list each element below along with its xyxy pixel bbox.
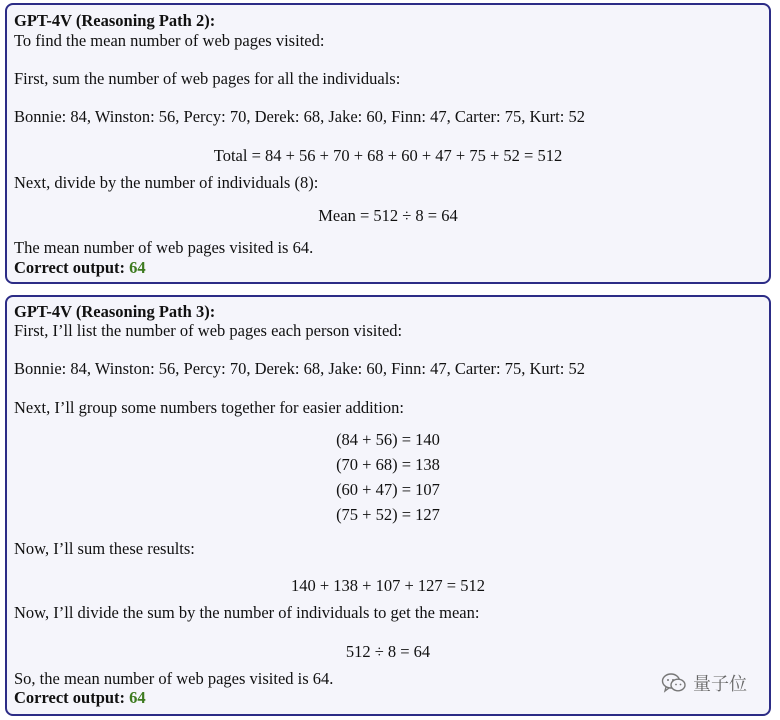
watermark-text: 量子位 [693, 674, 747, 695]
correct-output-value: 64 [129, 688, 146, 707]
values-text: Bonnie: 84, Winston: 56, Percy: 70, Derek: 68, Jake: 60, Finn: 47, Carter: 75, Kurt: 52 [14, 107, 585, 126]
group-equation: (70 + 68) = 138 [336, 455, 440, 474]
divide-equation: 512 ÷ 8 = 64 [345, 642, 431, 661]
step-text: First, sum the number of web pages for all the individuals: [14, 69, 401, 88]
values-text: Bonnie: 84, Winston: 56, Percy: 70, Derek: 68, Jake: 60, Finn: 47, Carter: 75, Kurt: 52 [14, 359, 585, 378]
intro-text: To find the mean number of web pages visited: [14, 31, 325, 50]
mean-equation: Mean = 512 ÷ 8 = 64 [318, 206, 458, 225]
watermark [661, 670, 747, 696]
step-text: Now, I’ll sum these results: [14, 539, 195, 558]
group-equation: (75 + 52) = 127 [336, 505, 440, 524]
reasoning-path-3-panel [5, 295, 771, 716]
group-equation: (84 + 56) = 140 [336, 430, 440, 449]
group-equation: (60 + 47) = 107 [336, 480, 440, 499]
panel-heading: GPT-4V (Reasoning Path 2): [14, 11, 216, 30]
step-text: First, I’ll list the number of web pages each person visited: [14, 321, 403, 340]
step-text: Next, divide by the number of individuals (8): [14, 173, 319, 192]
conclusion-text: The mean number of web pages visited is 64. [14, 238, 314, 257]
correct-output-label: Correct output: [14, 258, 126, 277]
conclusion-text: So, the mean number of web pages visited is 64. [14, 669, 334, 688]
reasoning-path-2-panel [5, 3, 771, 284]
total-equation: Total = 84 + 56 + 70 + 68 + 60 + 47 + 75 + 52 = 512 [213, 146, 563, 165]
sum-equation: 140 + 138 + 107 + 127 = 512 [291, 576, 485, 595]
correct-output [14, 258, 146, 278]
correct-output [14, 688, 146, 708]
correct-output-value: 64 [129, 258, 146, 277]
wechat-icon [661, 672, 687, 694]
step-text: Now, I’ll divide the sum by the number of individuals to get the mean: [14, 603, 480, 622]
panel-heading: GPT-4V (Reasoning Path 3): [14, 302, 216, 321]
step-text: Next, I’ll group some numbers together for easier addition: [14, 398, 404, 417]
correct-output-label: Correct output: [14, 688, 126, 707]
